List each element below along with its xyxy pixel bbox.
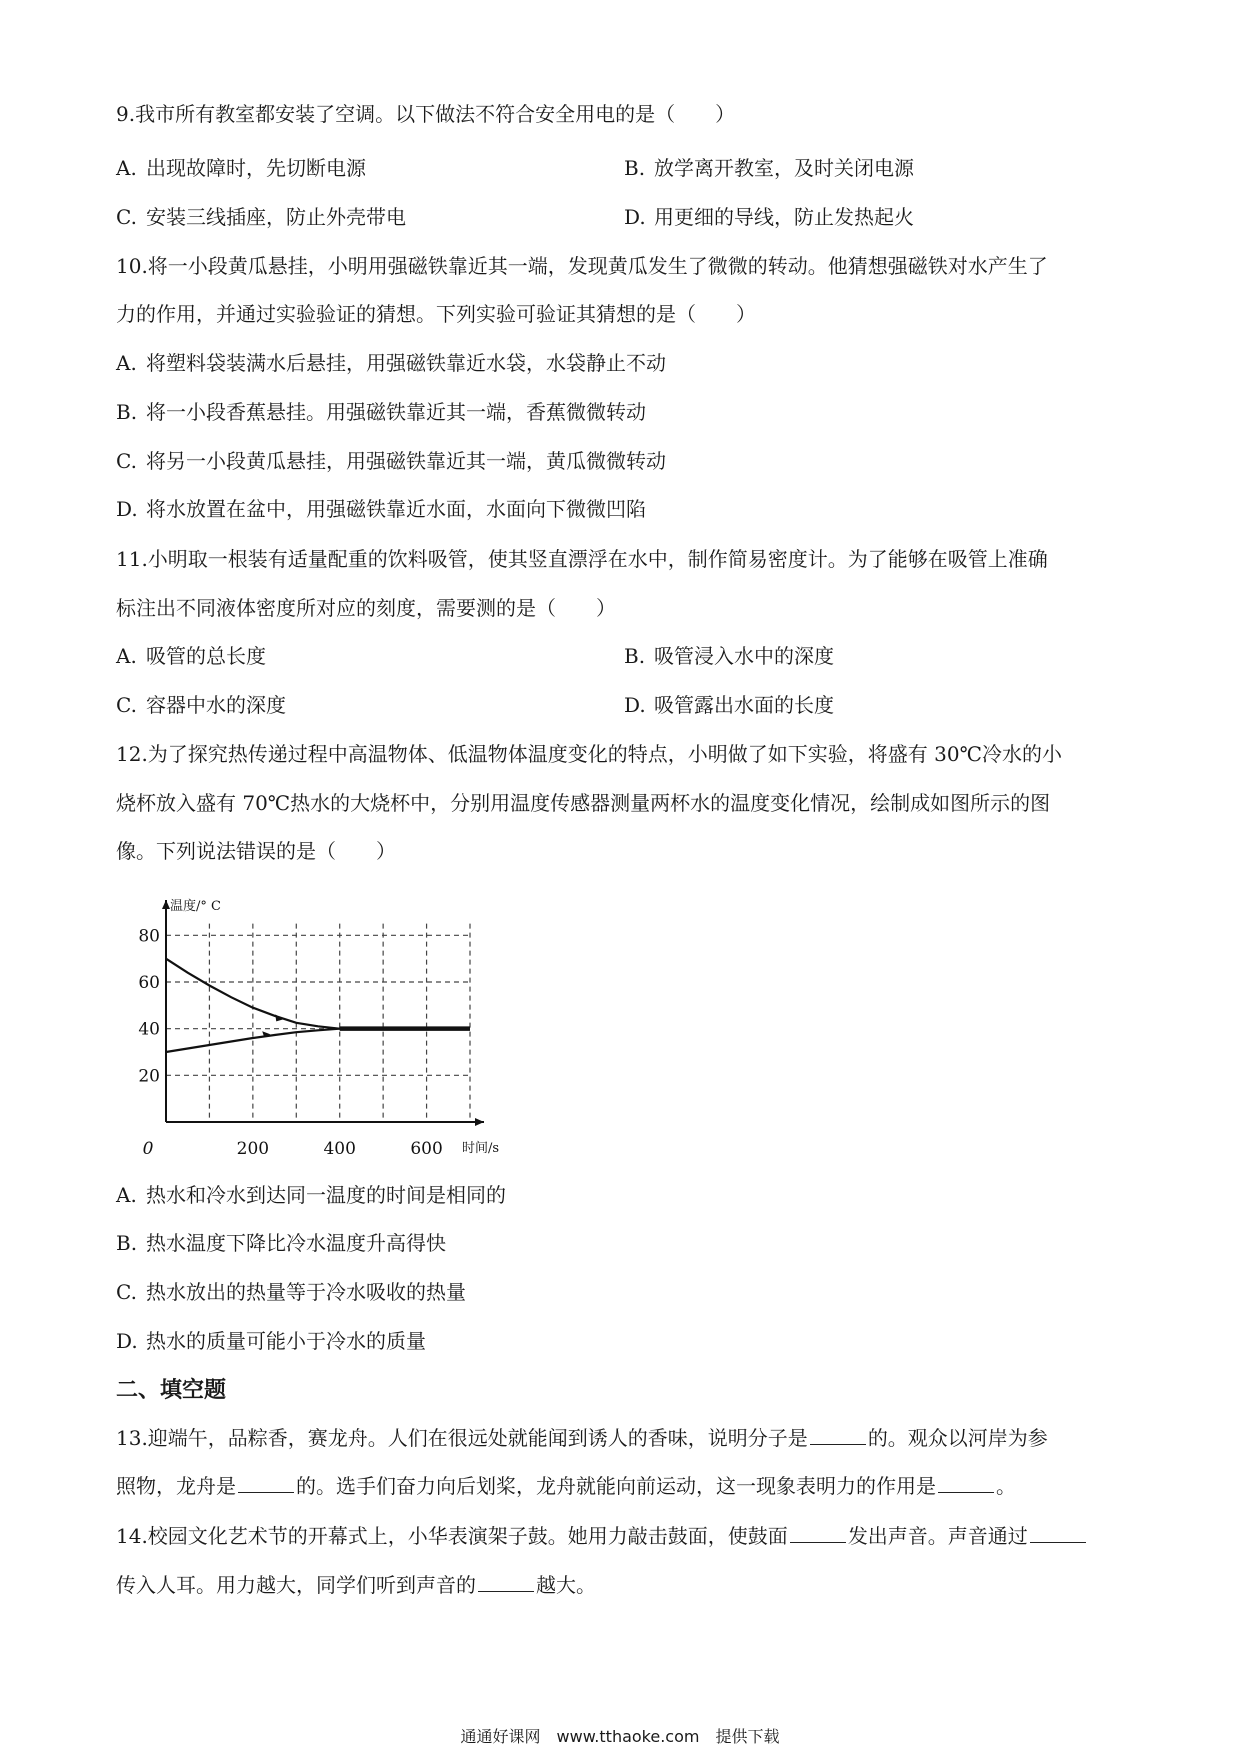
q14-blank-1[interactable] <box>790 1524 846 1543</box>
q10-option-c[interactable]: C. 将另一小段黄瓜悬挂，用强磁铁靠近其一端，黄瓜微微转动 <box>116 449 666 473</box>
q10-option-d[interactable]: D. 将水放置在盆中，用强磁铁靠近水面，水面向下微微凹陷 <box>116 497 646 521</box>
y-tick-label-3: 20 <box>138 1066 160 1087</box>
q13-blank-3[interactable] <box>938 1474 994 1493</box>
q10-option-a[interactable]: A. 将塑料袋装满水后悬挂，用强磁铁靠近水袋，水袋静止不动 <box>116 351 666 375</box>
q12-option-c[interactable]: C. 热水放出的热量等于冷水吸收的热量 <box>116 1280 466 1304</box>
y-tick-label-1: 60 <box>138 973 160 993</box>
x-tick-label-0: 0 <box>142 1139 154 1159</box>
chart-series <box>166 959 470 1052</box>
x-tick-label-3: 600 <box>410 1139 443 1159</box>
q11-stem-line1: 11.小明取一根装有适量配重的饮料吸管，使其竖直漂浮在水中，制作简易密度计。为了能够在吸管上准确 <box>116 547 1048 571</box>
series-line-0 <box>166 959 470 1029</box>
chart-axes <box>162 900 484 1126</box>
series-line-1 <box>166 1029 470 1052</box>
q14-line1: 14.校园文化艺术节的开幕式上，小华表演架子鼓。她用力敲击鼓面，使鼓面 发出声音。声音通过 <box>116 1522 1088 1550</box>
q9-option-a[interactable]: A. 出现故障时，先切断电源 <box>116 156 366 180</box>
q14-line2: 传入人耳。用力越大，同学们听到声音的 越大。 <box>116 1573 596 1597</box>
q9-option-d[interactable]: D. 用更细的导线，防止发热起火 <box>624 205 914 229</box>
q9-stem: 9.我市所有教室都安装了空调。以下做法不符合安全用电的是（ ） <box>116 102 736 126</box>
q10-option-b[interactable]: B. 将一小段香蕉悬挂。用强磁铁靠近其一端，香蕉微微转动 <box>116 400 646 424</box>
q11-stem-line2: 标注出不同液体密度所对应的刻度，需要测的是（ ） <box>116 596 616 620</box>
section-title-fill-in: 二、填空题 <box>116 1378 227 1403</box>
x-tick-label-2: 400 <box>323 1139 356 1159</box>
q12-stem-line3: 像。下列说法错误的是（ ） <box>116 839 396 863</box>
q14-blank-3[interactable] <box>478 1573 534 1592</box>
q11-option-c[interactable]: C. 容器中水的深度 <box>116 693 286 717</box>
chart-grid <box>166 924 470 1122</box>
q14-blank-2[interactable] <box>1030 1524 1086 1543</box>
q13-blank-2[interactable] <box>238 1474 294 1493</box>
q12-option-d[interactable]: D. 热水的质量可能小于冷水的质量 <box>116 1329 426 1353</box>
q11-option-d[interactable]: D. 吸管露出水面的长度 <box>624 693 834 717</box>
y-axis-label: 温度/° C <box>170 899 221 914</box>
q10-stem-line1: 10.将一小段黄瓜悬挂，小明用强磁铁靠近其一端，发现黄瓜发生了微微的转动。他猜想强磁铁对水产生了 <box>116 254 1048 278</box>
q11-option-b[interactable]: B. 吸管浸入水中的深度 <box>624 644 834 668</box>
q13-blank-1[interactable] <box>810 1426 866 1445</box>
y-axis-arrow <box>162 900 170 909</box>
q9-option-b[interactable]: B. 放学离开教室，及时关闭电源 <box>624 156 914 180</box>
q11-option-a[interactable]: A. 吸管的总长度 <box>116 644 266 668</box>
footer-download-credit: 通通好课网 www.tthaoke.com 提供下载 <box>460 1727 780 1746</box>
temperature-time-chart <box>130 890 500 1160</box>
q13-line2: 照物，龙舟是 的。选手们奋力向后划桨，龙舟就能向前运动，这一现象表明力的作用是 。 <box>116 1474 1016 1498</box>
x-axis-arrow <box>475 1118 484 1126</box>
q12-stem-line2: 烧杯放入盛有 70℃热水的大烧杯中，分别用温度传感器测量两杯水的温度变化情况，绘制成如图所示的图 <box>116 791 1051 815</box>
q12-option-a[interactable]: A. 热水和冷水到达同一温度的时间是相同的 <box>116 1183 506 1207</box>
y-tick-label-2: 40 <box>138 1019 160 1040</box>
x-axis-label: 时间/s <box>462 1141 500 1156</box>
q12-stem-line1: 12.为了探究热传递过程中高温物体、低温物体温度变化的特点，小明做了如下实验，将盛有 30℃冷水的小 <box>116 742 1062 766</box>
q9-option-c[interactable]: C. 安装三线插座，防止外壳带电 <box>116 205 406 229</box>
q13-line1: 13.迎端午，品粽香，赛龙舟。人们在很远处就能闻到诱人的香味，说明分子是 的。观众以河岸为参 <box>116 1426 1048 1450</box>
y-tick-label-0: 80 <box>138 926 160 947</box>
x-tick-label-1: 200 <box>236 1139 270 1159</box>
q12-option-b[interactable]: B. 热水温度下降比冷水温度升高得快 <box>116 1231 446 1255</box>
q10-stem-line2: 力的作用，并通过实验验证的猜想。下列实验可验证其猜想的是（ ） <box>116 302 756 326</box>
